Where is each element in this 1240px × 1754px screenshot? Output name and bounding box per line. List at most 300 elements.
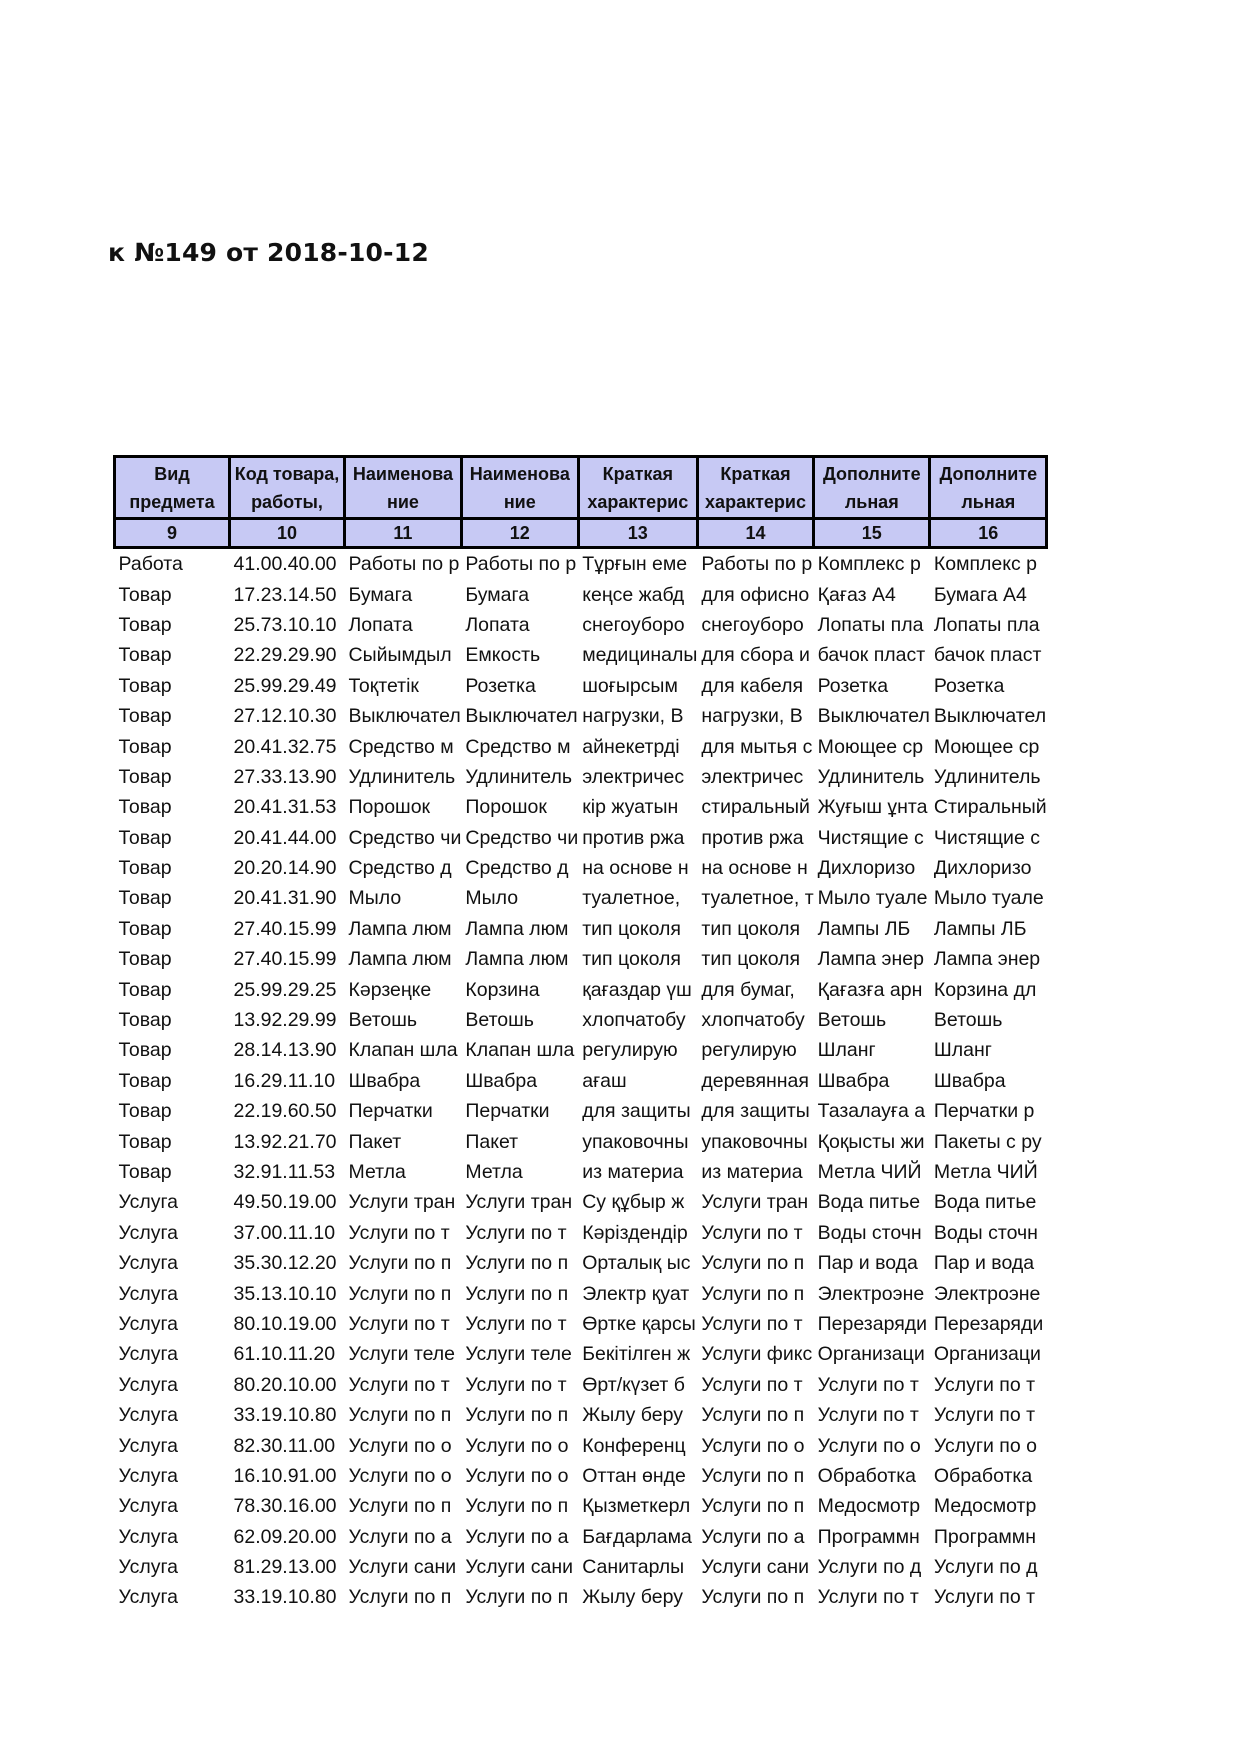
short-desc-ru-cell: на основе н — [701, 857, 808, 880]
extra-desc-ru-cell: Корзина дл — [933, 978, 1037, 1001]
table-row — [115, 1491, 1047, 1521]
short-desc-kz-cell: Су құбыр ж — [582, 1191, 685, 1214]
short-desc-ru-cell: Услуги фикс — [701, 1343, 813, 1366]
short-desc-ru-cell: тип цоколя — [701, 917, 801, 940]
extra-desc-ru-cell: Перчатки р — [933, 1100, 1035, 1123]
table-row — [115, 944, 1047, 974]
name-ru-cell: Емкость — [465, 644, 541, 667]
extra-desc-ru-cell: Швабра — [933, 1069, 1006, 1092]
table-row — [115, 1278, 1047, 1308]
column-number: 9 — [115, 519, 230, 548]
item-code-cell: 20.41.32.75 — [233, 735, 337, 758]
name-kz-cell: Пакет — [348, 1130, 402, 1153]
short-desc-ru-cell: Услуги по п — [701, 1464, 805, 1487]
name-ru-cell: Бумага — [465, 583, 530, 606]
header-line-1: Код товара, — [234, 463, 340, 484]
extra-desc-ru-cell: Электроэне — [933, 1282, 1041, 1305]
extra-desc-kz-cell: Лопаты пла — [817, 613, 924, 636]
table-row — [115, 914, 1047, 944]
header-cell — [578, 457, 697, 519]
item-code-cell: 27.12.10.30 — [233, 705, 337, 728]
subject-type-cell: Товар — [118, 1100, 172, 1123]
extra-desc-ru-cell: Услуги по т — [933, 1404, 1036, 1427]
extra-desc-kz-cell: Перезаряди — [817, 1312, 928, 1335]
extra-desc-ru-cell: Шланг — [933, 1039, 992, 1062]
subject-type-cell: Услуга — [118, 1312, 178, 1335]
extra-desc-kz-cell: Моющее ср — [817, 735, 924, 758]
extra-desc-kz-cell: Электроэне — [817, 1282, 925, 1305]
extra-desc-kz-cell: Тазалауға а — [817, 1100, 926, 1123]
name-kz-cell: Выключател — [348, 705, 461, 728]
table-row — [115, 883, 1047, 913]
name-kz-cell: Услуги по п — [348, 1282, 452, 1305]
extra-desc-kz-cell: Жуғыш ұнта — [817, 796, 928, 819]
extra-desc-kz-cell: Услуги по д — [817, 1556, 922, 1579]
name-ru-cell: Услуги по о — [465, 1464, 569, 1487]
column-number: 11 — [345, 519, 462, 548]
short-desc-ru-cell: нагрузки, В — [701, 705, 803, 728]
table-row — [115, 1035, 1047, 1065]
name-kz-cell: Швабра — [348, 1069, 421, 1092]
extra-desc-ru-cell: Организаци — [933, 1343, 1041, 1366]
extra-desc-ru-cell: бачок пласт — [933, 644, 1042, 667]
subject-type-cell: Товар — [118, 613, 172, 636]
name-ru-cell: Услуги по о — [465, 1434, 569, 1457]
extra-desc-ru-cell: Вода питье — [933, 1191, 1037, 1214]
subject-type-cell: Услуга — [118, 1252, 178, 1275]
name-ru-cell: Услуги по п — [465, 1495, 569, 1518]
short-desc-ru-cell: для бумаг, — [701, 978, 795, 1001]
item-code-cell: 61.10.11.20 — [233, 1343, 336, 1366]
extra-desc-ru-cell: Услуги по о — [933, 1434, 1037, 1457]
item-code-cell: 35.30.12.20 — [233, 1252, 337, 1275]
extra-desc-ru-cell: Комплекс р — [933, 553, 1038, 576]
extra-desc-ru-cell: Медосмотр — [933, 1495, 1037, 1518]
header-line-1: Дополните — [822, 463, 921, 484]
table-row — [115, 823, 1047, 853]
item-code-cell: 22.29.29.90 — [233, 644, 337, 667]
item-code-cell: 17.23.14.50 — [233, 583, 337, 606]
name-kz-cell: Лампа люм — [348, 948, 452, 971]
table-row — [115, 792, 1047, 822]
name-ru-cell: Лопата — [465, 613, 530, 636]
short-desc-ru-cell: Услуги по т — [701, 1312, 803, 1335]
name-ru-cell: Швабра — [465, 1069, 538, 1092]
item-code-cell: 20.41.31.53 — [233, 796, 337, 819]
extra-desc-kz-cell: Қағаз А4 — [817, 583, 896, 606]
extra-desc-ru-cell: Розетка — [933, 674, 1005, 697]
short-desc-ru-cell: деревянная — [701, 1069, 809, 1092]
extra-desc-kz-cell: Выключател — [817, 705, 930, 728]
short-desc-kz-cell: Өрт/күзет б — [582, 1373, 685, 1396]
column-number-row — [115, 519, 1047, 548]
short-desc-ru-cell: для офисно — [701, 583, 810, 606]
short-desc-ru-cell: Услуги по п — [701, 1252, 805, 1275]
short-desc-kz-cell: хлопчатобу — [582, 1009, 686, 1032]
subject-type-cell: Услуга — [118, 1525, 178, 1548]
item-code-cell: 13.92.29.99 — [233, 1009, 337, 1032]
header-line-2: льная — [961, 491, 1016, 512]
item-code-cell: 33.19.10.80 — [233, 1404, 337, 1427]
header-cell — [115, 457, 230, 519]
name-ru-cell: Средство м — [465, 735, 571, 758]
name-kz-cell: Кәрзеңке — [348, 978, 432, 1001]
name-ru-cell: Порошок — [465, 796, 547, 819]
subject-type-cell: Услуга — [118, 1495, 178, 1518]
short-desc-kz-cell: кір жуатын — [582, 796, 679, 819]
name-ru-cell: Услуги по т — [465, 1221, 567, 1244]
name-kz-cell: Услуги по т — [348, 1312, 450, 1335]
column-number: 10 — [230, 519, 345, 548]
short-desc-kz-cell: тип цоколя — [582, 948, 681, 971]
extra-desc-ru-cell: Обработка — [933, 1464, 1033, 1487]
extra-desc-ru-cell: Ветошь — [933, 1009, 1003, 1032]
extra-desc-kz-cell: Услуги по о — [817, 1434, 921, 1457]
short-desc-kz-cell: Бағдарлама — [582, 1525, 692, 1548]
table-row — [115, 1461, 1047, 1491]
extra-desc-ru-cell: Услуги по д — [933, 1556, 1038, 1579]
short-desc-kz-cell: упаковочны — [582, 1130, 689, 1153]
column-number: 13 — [578, 519, 697, 548]
short-desc-kz-cell: тип цоколя — [582, 917, 681, 940]
short-desc-ru-cell: Работы по р — [701, 553, 813, 576]
short-desc-kz-cell: Жылу беру — [582, 1586, 683, 1609]
name-kz-cell: Клапан шла — [348, 1039, 458, 1062]
extra-desc-ru-cell: Удлинитель — [933, 765, 1041, 788]
subject-type-cell: Товар — [118, 1161, 172, 1183]
table-row — [115, 1309, 1047, 1339]
name-kz-cell: Удлинитель — [348, 765, 456, 788]
name-kz-cell: Услуги по п — [348, 1252, 452, 1275]
short-desc-kz-cell: шоғырсым — [582, 674, 678, 697]
short-desc-kz-cell: Электр қуат — [582, 1282, 690, 1305]
name-ru-cell: Лампа люм — [465, 917, 569, 940]
short-desc-kz-cell: электричес — [582, 765, 685, 788]
subject-type-cell: Услуга — [118, 1191, 178, 1214]
name-kz-cell: Лопата — [348, 613, 413, 636]
name-ru-cell: Корзина — [465, 978, 540, 1001]
table-row — [115, 579, 1047, 609]
subject-type-cell: Услуга — [118, 1586, 178, 1609]
name-ru-cell: Услуги по п — [465, 1404, 569, 1427]
extra-desc-kz-cell: Услуги по т — [817, 1373, 919, 1396]
short-desc-kz-cell: регулирую — [582, 1039, 678, 1062]
header-line-1: Наименова — [469, 463, 570, 484]
extra-desc-ru-cell: Моющее ср — [933, 735, 1040, 758]
header-cell — [345, 457, 462, 519]
subject-type-cell: Товар — [118, 705, 172, 728]
header-line-2: работы, — [251, 491, 323, 512]
table-body — [115, 548, 1047, 1613]
table-row — [115, 1248, 1047, 1278]
short-desc-kz-cell: Санитарлы — [582, 1556, 685, 1579]
subject-type-cell: Товар — [118, 887, 172, 910]
header-line-2: характерис — [587, 491, 689, 512]
extra-desc-kz-cell: бачок пласт — [817, 644, 926, 667]
item-code-cell: 49.50.19.00 — [233, 1191, 337, 1214]
name-ru-cell: Выключател — [465, 705, 578, 728]
short-desc-ru-cell: электричес — [701, 765, 804, 788]
name-kz-cell: Услуги по о — [348, 1464, 452, 1487]
short-desc-ru-cell: Услуги сани — [701, 1556, 810, 1579]
column-number: 14 — [697, 519, 813, 548]
name-ru-cell: Средство д — [465, 857, 569, 880]
extra-desc-ru-cell: Дихлоризо — [933, 857, 1032, 880]
extra-desc-kz-cell: Швабра — [817, 1069, 890, 1092]
short-desc-kz-cell: кеңсе жабд — [582, 583, 685, 606]
subject-type-cell: Товар — [118, 978, 172, 1001]
subject-type-cell: Товар — [118, 674, 172, 697]
name-ru-cell: Пакет — [465, 1130, 519, 1153]
extra-desc-kz-cell: Чистящие с — [817, 826, 924, 849]
item-code-cell: 37.00.11.10 — [233, 1221, 336, 1244]
subject-type-cell: Услуга — [118, 1221, 178, 1244]
header-cell — [461, 457, 578, 519]
name-kz-cell: Услуги по п — [348, 1586, 452, 1609]
header-line-1: Вид — [154, 463, 190, 484]
subject-type-cell: Товар — [118, 583, 172, 606]
header-line-2: характерис — [705, 491, 806, 512]
short-desc-kz-cell: для защиты — [582, 1100, 691, 1123]
name-ru-cell: Клапан шла — [465, 1039, 575, 1062]
header-line-2: ние — [503, 491, 536, 512]
name-kz-cell: Услуги сани — [348, 1556, 457, 1579]
name-ru-cell: Метла — [465, 1161, 523, 1183]
extra-desc-kz-cell: Услуги по т — [817, 1404, 919, 1427]
header-line-1: Краткая — [720, 463, 791, 484]
table-row — [115, 1096, 1047, 1126]
extra-desc-ru-cell: Услуги по т — [933, 1586, 1036, 1609]
item-code-cell: 20.41.44.00 — [233, 826, 337, 849]
name-kz-cell: Ветошь — [348, 1009, 418, 1032]
short-desc-kz-cell: Конференц — [582, 1434, 686, 1457]
table-row — [115, 640, 1047, 670]
item-code-cell: 25.99.29.49 — [233, 674, 337, 697]
short-desc-kz-cell: ағаш — [582, 1069, 627, 1092]
table-row — [115, 1005, 1047, 1035]
name-kz-cell: Услуги по п — [348, 1495, 452, 1518]
extra-desc-kz-cell: Организаци — [817, 1343, 925, 1366]
short-desc-ru-cell: Услуги по т — [701, 1373, 803, 1396]
extra-desc-kz-cell: Мыло туале — [817, 887, 928, 910]
item-code-cell: 80.20.10.00 — [233, 1373, 337, 1396]
short-desc-kz-cell: против ржа — [582, 826, 685, 849]
name-kz-cell: Лампа люм — [348, 917, 452, 940]
name-kz-cell: Перчатки — [348, 1100, 433, 1123]
subject-type-cell: Услуга — [118, 1373, 178, 1396]
name-ru-cell: Работы по р — [465, 553, 577, 576]
item-code-cell: 81.29.13.00 — [233, 1556, 337, 1579]
table-row — [115, 853, 1047, 883]
item-code-cell: 27.40.15.99 — [233, 948, 337, 971]
short-desc-kz-cell: из материа — [582, 1161, 684, 1183]
short-desc-kz-cell: Оттан өнде — [582, 1464, 686, 1487]
name-ru-cell: Мыло — [465, 887, 519, 910]
table-row — [115, 1582, 1047, 1612]
table-row — [115, 731, 1047, 761]
data-table — [113, 455, 1048, 1613]
name-kz-cell: Услуги по о — [348, 1434, 452, 1457]
extra-desc-kz-cell: Метла ЧИЙ — [817, 1161, 922, 1183]
item-code-cell: 28.14.13.90 — [233, 1039, 337, 1062]
name-ru-cell: Услуги тран — [465, 1191, 573, 1214]
item-code-cell: 78.30.16.00 — [233, 1495, 337, 1518]
short-desc-ru-cell: для сбора и — [701, 644, 810, 667]
header-cell — [814, 457, 930, 519]
name-ru-cell: Ветошь — [465, 1009, 534, 1032]
table-row — [115, 1522, 1047, 1552]
subject-type-cell: Товар — [118, 1009, 172, 1032]
short-desc-kz-cell: Өртке қарсы — [582, 1312, 696, 1335]
extra-desc-kz-cell: Шланг — [817, 1039, 876, 1062]
subject-type-cell: Товар — [118, 644, 172, 667]
name-kz-cell: Мыло — [348, 887, 402, 910]
extra-desc-kz-cell: Услуги по т — [817, 1586, 919, 1609]
page-title: к №149 от 2018-10-12 — [108, 238, 429, 267]
short-desc-kz-cell: Қызметкерл — [582, 1495, 691, 1518]
name-kz-cell: Средство д — [348, 857, 452, 880]
short-desc-ru-cell: Услуги тран — [701, 1191, 809, 1214]
item-code-cell: 16.29.11.10 — [233, 1069, 336, 1092]
item-code-cell: 27.40.15.99 — [233, 917, 337, 940]
short-desc-kz-cell: на основе н — [582, 857, 689, 880]
short-desc-ru-cell: Услуги по о — [701, 1434, 805, 1457]
subject-type-cell: Товар — [118, 1039, 172, 1062]
name-kz-cell: Бумага — [348, 583, 413, 606]
extra-desc-kz-cell: Қағазға арн — [817, 978, 923, 1001]
item-code-cell: 35.13.10.10 — [233, 1282, 337, 1305]
name-kz-cell: Услуги тран — [348, 1191, 456, 1214]
short-desc-kz-cell: туалетное, — [582, 887, 681, 910]
extra-desc-ru-cell: Лампа энер — [933, 948, 1041, 971]
header-line-1: Дополните — [939, 463, 1038, 484]
extra-desc-ru-cell: Лопаты пла — [933, 613, 1040, 636]
extra-desc-kz-cell: Лампы ЛБ — [817, 917, 911, 940]
short-desc-ru-cell: регулирую — [701, 1039, 797, 1062]
name-kz-cell: Услуги по т — [348, 1221, 450, 1244]
subject-type-cell: Услуга — [118, 1343, 178, 1366]
subject-type-cell: Услуга — [118, 1404, 178, 1427]
table-row — [115, 1370, 1047, 1400]
short-desc-ru-cell: Услуги по а — [701, 1525, 805, 1548]
header-line-2: льная — [844, 491, 899, 512]
name-ru-cell: Услуги по п — [465, 1252, 569, 1275]
short-desc-ru-cell: Услуги по п — [701, 1282, 805, 1305]
item-code-cell: 80.10.19.00 — [233, 1312, 337, 1335]
subject-type-cell: Товар — [118, 796, 172, 819]
short-desc-ru-cell: Услуги по п — [701, 1586, 805, 1609]
short-desc-kz-cell: қағаздар үш — [582, 978, 692, 1001]
subject-type-cell: Товар — [118, 857, 172, 880]
extra-desc-ru-cell: Программн — [933, 1525, 1036, 1548]
header-line-2: ние — [386, 491, 419, 512]
table-row — [115, 1187, 1047, 1217]
extra-desc-kz-cell: Пар и вода — [817, 1252, 918, 1275]
short-desc-ru-cell: Услуги по п — [701, 1495, 805, 1518]
short-desc-ru-cell: для защиты — [701, 1100, 810, 1123]
name-ru-cell: Услуги по а — [465, 1525, 569, 1548]
subject-type-cell: Услуга — [118, 1434, 178, 1457]
name-kz-cell: Метла — [348, 1161, 406, 1183]
header-line-1: Наименова — [352, 463, 453, 484]
subject-type-cell: Работа — [118, 553, 183, 576]
subject-type-cell: Товар — [118, 765, 172, 788]
extra-desc-ru-cell: Лампы ЛБ — [933, 917, 1027, 940]
column-number: 16 — [930, 519, 1047, 548]
item-code-cell: 16.10.91.00 — [233, 1464, 337, 1487]
short-desc-kz-cell: Кәріздендір — [582, 1221, 688, 1244]
name-kz-cell: Сыйымдыл — [348, 644, 452, 667]
name-ru-cell: Услуги по т — [465, 1312, 567, 1335]
name-ru-cell: Услуги теле — [465, 1343, 572, 1366]
item-code-cell: 20.20.14.90 — [233, 857, 337, 880]
name-kz-cell: Средство м — [348, 735, 454, 758]
name-ru-cell: Перчатки — [465, 1100, 550, 1123]
short-desc-ru-cell: из материа — [701, 1161, 803, 1183]
item-code-cell: 25.99.29.25 — [233, 978, 337, 1001]
short-desc-ru-cell: снегоуборо — [701, 613, 804, 636]
short-desc-kz-cell: Тұрғын еме — [582, 553, 688, 576]
extra-desc-ru-cell: Бумага А4 — [933, 583, 1027, 606]
item-code-cell: 32.91.11.53 — [233, 1161, 336, 1183]
extra-desc-ru-cell: Пар и вода — [933, 1252, 1035, 1275]
name-ru-cell: Услуги по п — [465, 1586, 569, 1609]
short-desc-ru-cell: против ржа — [701, 826, 804, 849]
short-desc-kz-cell: Орталық ыс — [582, 1252, 691, 1275]
item-code-cell: 33.19.10.80 — [233, 1586, 337, 1609]
header-cell — [697, 457, 813, 519]
name-ru-cell: Лампа люм — [465, 948, 569, 971]
name-kz-cell: Порошок — [348, 796, 431, 819]
subject-type-cell: Услуга — [118, 1556, 178, 1579]
name-kz-cell: Тоқтетік — [348, 674, 419, 697]
extra-desc-kz-cell: Обработка — [817, 1464, 917, 1487]
short-desc-ru-cell: хлопчатобу — [701, 1009, 805, 1032]
subject-type-cell: Товар — [118, 948, 172, 971]
header-row — [115, 457, 1047, 519]
table-row — [115, 762, 1047, 792]
short-desc-ru-cell: Услуги по т — [701, 1221, 803, 1244]
item-code-cell: 62.09.20.00 — [233, 1525, 337, 1548]
header-line-2: предмета — [129, 491, 215, 512]
item-code-cell: 27.33.13.90 — [233, 765, 337, 788]
short-desc-kz-cell: медициналы — [582, 644, 698, 667]
extra-desc-kz-cell: Розетка — [817, 674, 889, 697]
name-kz-cell: Услуги по п — [348, 1404, 452, 1427]
name-kz-cell: Услуги по т — [348, 1373, 450, 1396]
column-number: 15 — [814, 519, 930, 548]
short-desc-kz-cell: снегоуборо — [582, 613, 685, 636]
extra-desc-kz-cell: Воды сточн — [817, 1221, 922, 1244]
item-code-cell: 41.00.40.00 — [233, 553, 337, 576]
short-desc-ru-cell: для мытья с — [701, 735, 813, 758]
table-row — [115, 701, 1047, 731]
extra-desc-kz-cell: Дихлоризо — [817, 857, 916, 880]
short-desc-kz-cell: Бекітілген ж — [582, 1343, 691, 1366]
table-row — [115, 1339, 1047, 1369]
table-row — [115, 1400, 1047, 1430]
extra-desc-ru-cell: Перезаряди — [933, 1312, 1044, 1335]
extra-desc-ru-cell: Чистящие с — [933, 826, 1040, 849]
extra-desc-ru-cell: Услуги по т — [933, 1373, 1036, 1396]
extra-desc-ru-cell: Метла ЧИЙ — [933, 1161, 1038, 1183]
table-row — [115, 1552, 1047, 1582]
header-line-1: Краткая — [602, 463, 673, 484]
name-ru-cell: Удлинитель — [465, 765, 572, 788]
short-desc-ru-cell: тип цоколя — [701, 948, 801, 971]
table-row — [115, 1066, 1047, 1096]
extra-desc-ru-cell: Пакеты с ру — [933, 1130, 1042, 1153]
